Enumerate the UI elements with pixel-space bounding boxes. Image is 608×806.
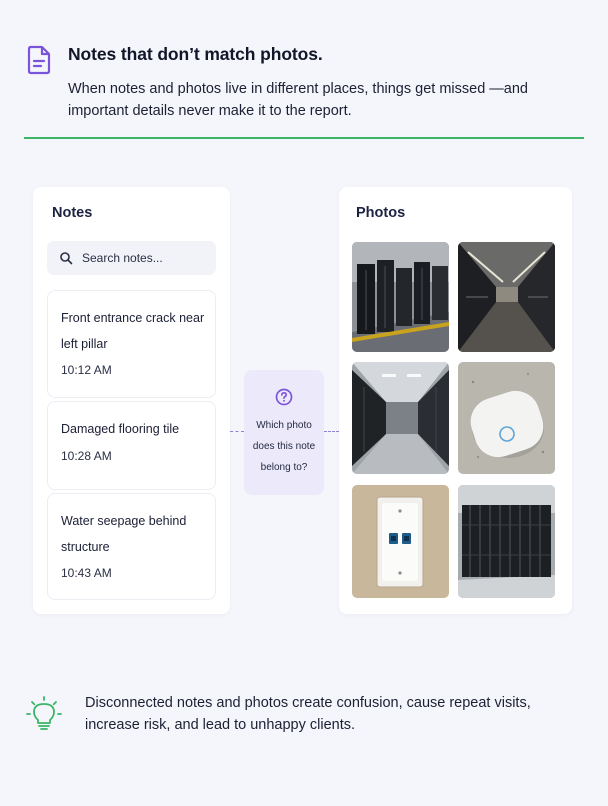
photos-panel-title: Photos [356, 205, 406, 221]
note-item[interactable] [47, 290, 216, 398]
server-racks-photo[interactable] [352, 242, 449, 352]
note-item[interactable] [47, 401, 216, 490]
note-title: Damaged flooring tile [61, 422, 180, 436]
page-subtitle: When notes and photos live in different places, things get missed —and important details never make it to the report. [68, 81, 528, 119]
note-time: 10:43 AM [61, 566, 112, 580]
document-icon [25, 44, 53, 76]
question-circle-icon [275, 388, 293, 406]
lightbulb-icon [25, 695, 63, 733]
connector-left [230, 431, 244, 432]
note-time: 10:12 AM [61, 363, 112, 377]
note-item[interactable] [47, 493, 216, 600]
network-wall-outlet-photo[interactable] [352, 485, 449, 598]
photos-panel [339, 187, 572, 614]
search-icon [59, 251, 73, 265]
summary-text: Disconnected notes and photos create confusion, cause repeat visits, increase risk, and lead to unhappy clients. [85, 695, 531, 733]
search-input[interactable] [47, 241, 216, 275]
page-title: Notes that don’t match photos. [68, 44, 323, 64]
note-title: Front entrance crack near left pillar [61, 311, 205, 351]
section-divider [24, 137, 584, 139]
ceiling-access-point-photo[interactable] [458, 362, 555, 474]
search-placeholder: Search notes... [82, 251, 163, 265]
connector-right [324, 431, 339, 432]
notes-panel [33, 187, 230, 614]
match-question-card [244, 370, 324, 495]
data-center-aisle-photo[interactable] [352, 362, 449, 474]
match-question-text: Which photo does this note belong to? [252, 420, 316, 473]
note-title: Water seepage behind structure [61, 514, 187, 554]
notes-panel-title: Notes [52, 205, 93, 221]
server-cage-photo[interactable] [458, 485, 555, 598]
server-corridor-photo[interactable] [458, 242, 555, 352]
note-time: 10:28 AM [61, 449, 112, 463]
